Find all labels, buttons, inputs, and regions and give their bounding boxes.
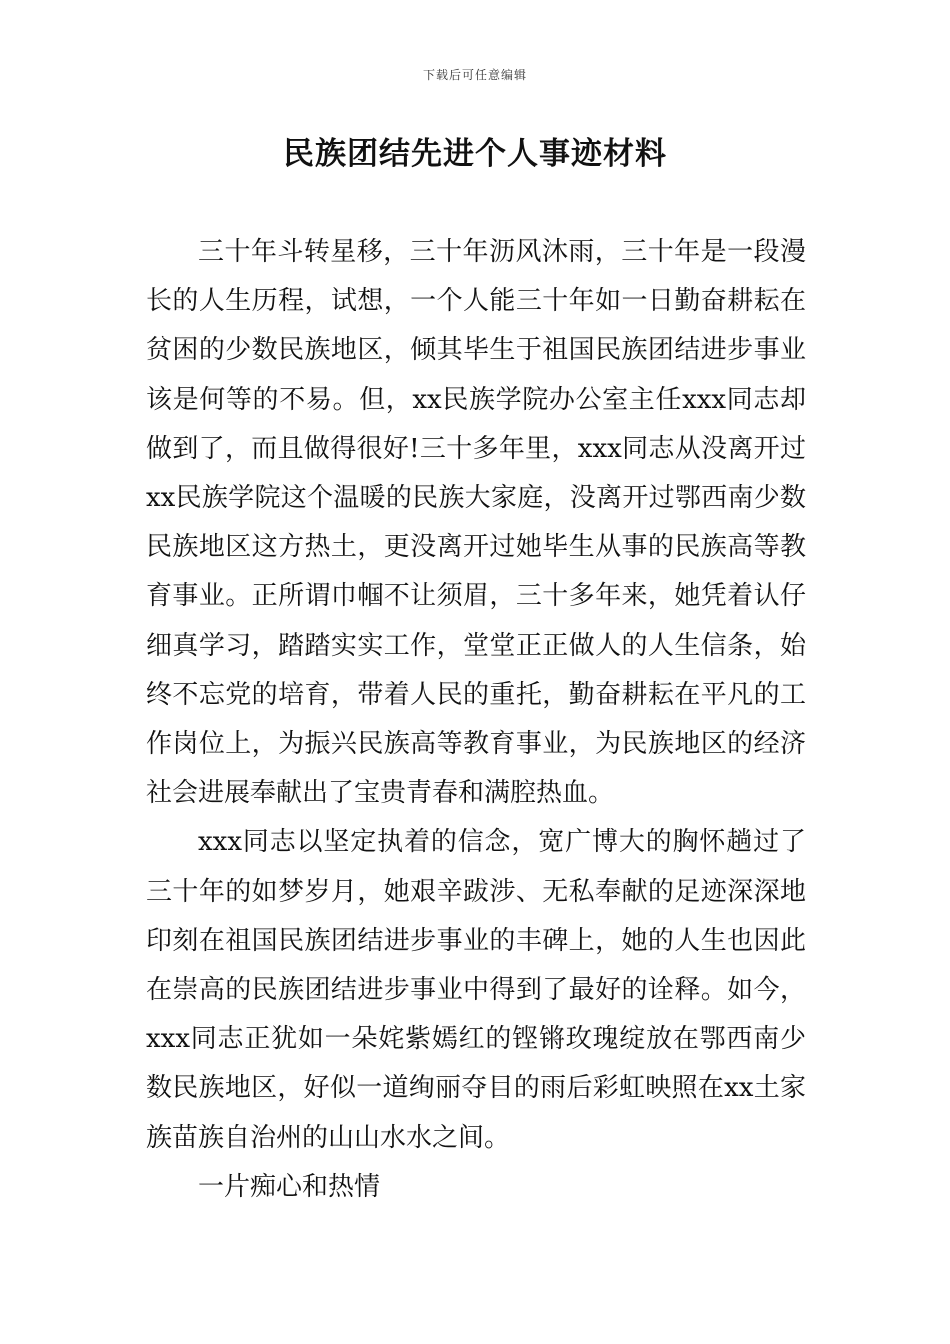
document-body bbox=[146, 228, 806, 1212]
header-note: 下载后可任意编辑 bbox=[422, 68, 527, 82]
body-paragraph-2: xxx同志以坚定执着的信念，宽广博大的胸怀趟过了三十年的如梦岁月，她艰辛跋涉、无私奉献的足迹深深地印刻在祖国民族团结进步事业的丰碑上，她的人生也因此在崇高的民族团结进步事业中得到了最好的诠释。如今，xxx同志正犹如一朵姹紫嫣红的铿锵玫瑰绽放在鄂西南少数民族地区，好似一道绚丽夺目的雨后彩虹映照在xx土家族苗族自治州的山山水水之间。 bbox=[146, 827, 806, 1153]
document-title: 民族团结先进个人事迹材料 bbox=[283, 136, 667, 172]
body-paragraph-1: 三十年斗转星移，三十年沥风沐雨，三十年是一段漫长的人生历程，试想，一个人能三十年如一日勤奋耕耘在贫困的少数民族地区，倾其毕生于祖国民族团结进步事业该是何等的不易。但，xx民族学院办公室主任xxx同志却做到了，而且做得很好!三十多年里，xxx同志从没离开过xx民族学院这个温暖的民族大家庭，没离开过鄂西南少数民族地区这方热土，更没离开过她毕生从事的民族高等教育事业。正所谓巾帼不让须眉，三十多年来，她凭着认仔细真学习，踏踏实实工作，堂堂正正做人的人生信条，始终不忘党的培育，带着人民的重托，勤奋耕耘在平凡的工作岗位上，为振兴民族高等教育事业，为民族地区的经济社会进展奉献出了宝贵青春和满腔热血。 bbox=[146, 237, 806, 809]
section-subheading: 一片痴心和热情 bbox=[198, 1171, 381, 1202]
